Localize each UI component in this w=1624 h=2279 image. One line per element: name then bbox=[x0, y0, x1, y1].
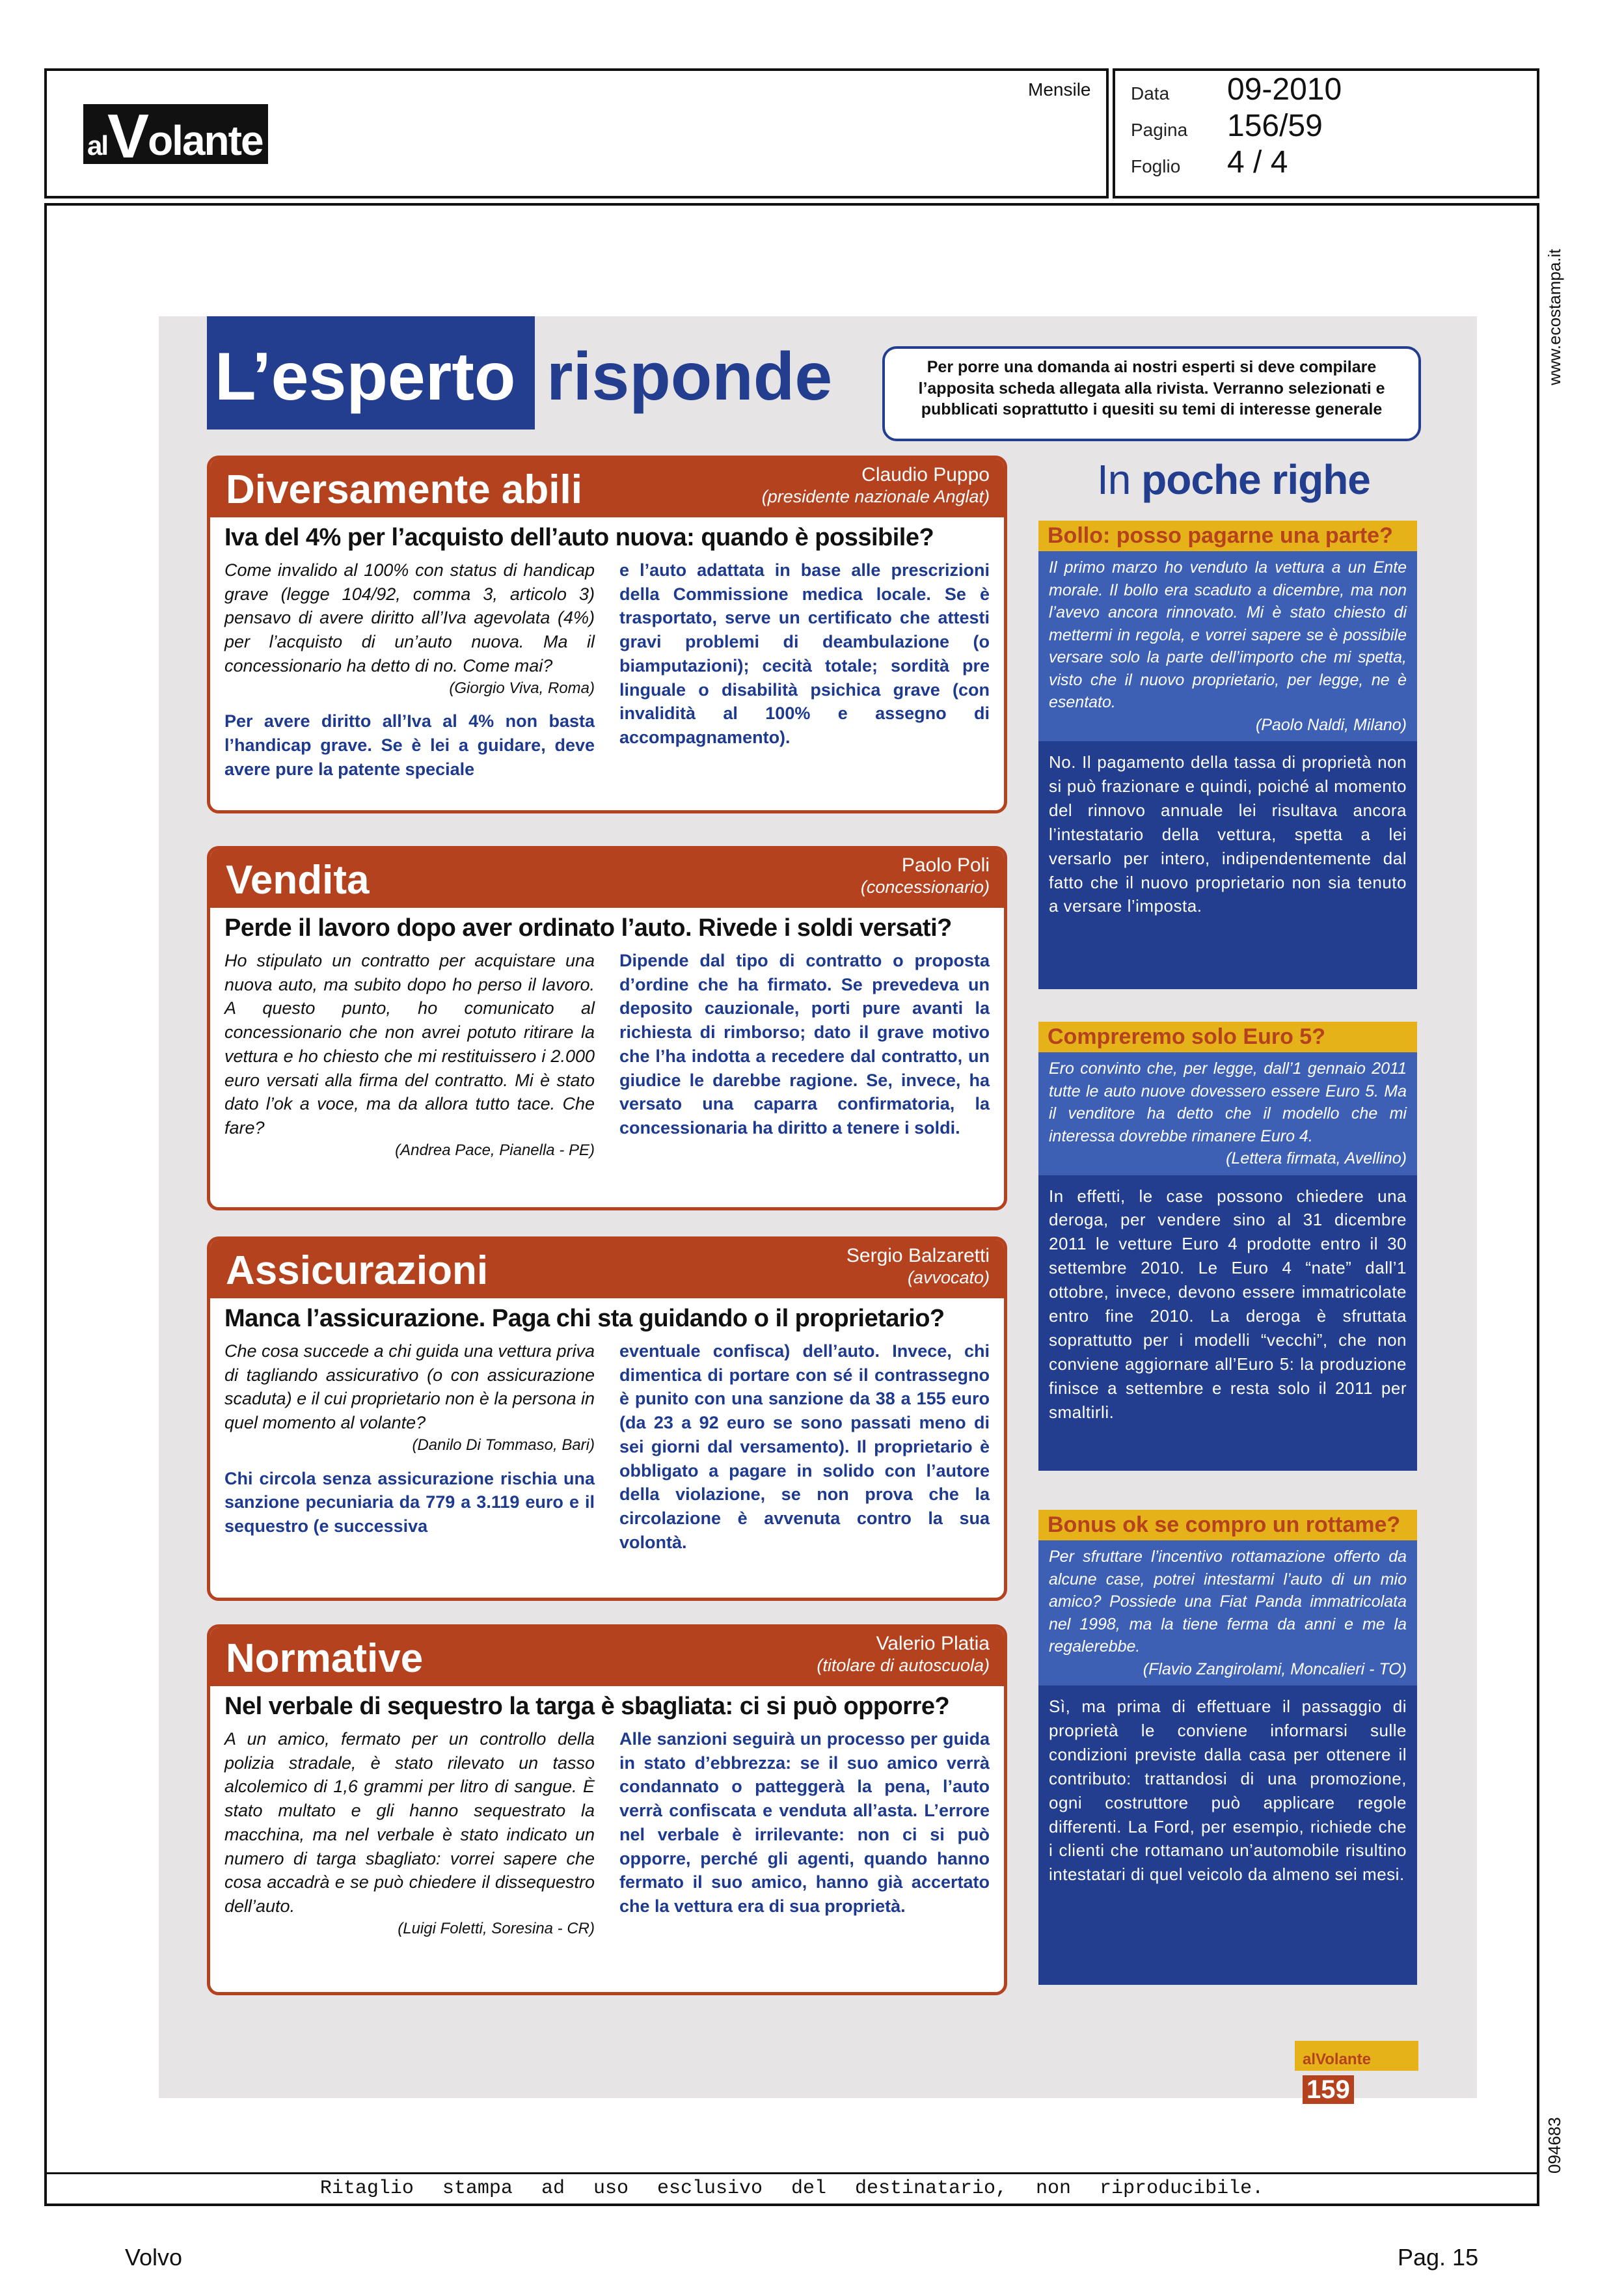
reader-letter: Che cosa succede a chi guida una vettura priva di tagliando assicurativo (o con assicurazione scaduta) e il cui proprietario non è la persona in quel momento al volante? bbox=[224, 1341, 595, 1433]
reader-letter: Ho stipulato un contratto per acquistare una nuova auto, ma subito dopo ho perso il lavoro. A questo punto, ho comunicato al concessionario che non avrei potuto ritirare la vettura e ho chiesto che mi restituissero i 2.000 euro versati alla firma del contratto. Mi è stato dato l’ok a voce, ma da allora tutto tace. Che fare? bbox=[224, 951, 595, 1138]
meta-value-sheet: 4 / 4 bbox=[1227, 145, 1288, 180]
sidebar-box-rottame bbox=[1038, 1510, 1417, 1985]
meta-label-sheet: Foglio bbox=[1131, 156, 1181, 176]
section-header bbox=[210, 1240, 1004, 1298]
page-number-badge: alVolante 159 bbox=[1295, 2041, 1418, 2071]
sidebar-box-euro5 bbox=[1038, 1022, 1417, 1471]
box-answer: Sì, ma prima di effettuare il passaggio di proprietà le conviene informarsi sulle condizioni previste dalla casa per ottenere il contributo: trattandosi di una promozione, ogni costruttore può applicare regole differenti. La Ford, per esempio, richiede che i clienti che rottamano un’automobile risultino intestatari di quel veicolo da almeno sei mesi. bbox=[1049, 1697, 1407, 1885]
expert-answer: Alle sanzioni seguirà un processo per guida in stato d’ebbrezza: se il suo amico verrà condannato o patteggerà la pena, l’auto verrà confiscata e venduta all’asta. L’errore nel verbale è irrilevante: non ci si può opporre, perché gli agenti, quando hanno fermato il suo amico, hanno già accertato che la vettura era di sua proprietà. bbox=[619, 1729, 990, 1917]
box-signature: (Flavio Zangirolami, Moncalieri - TO) bbox=[1143, 1659, 1407, 1678]
disclaimer: Ritaglio stampa ad uso esclusivo del destinatario, non riproducibile. bbox=[319, 2177, 1264, 2200]
box-signature: (Lettera firmata, Avellino) bbox=[1226, 1149, 1407, 1167]
box-letter: Il primo marzo ho venduto la vettura a un Ente morale. Il bollo era scaduto a dicembre, ma non l’avevo ancora rinnovato. Mi è stato chiesto di mettermi in regola, e vorrei sapere se è possibile versare solo la parte dell’importo che mi spetta, visto che il nuovo proprietario, per legge, ne è esentato. (Paolo Naldi, Milano) bbox=[1038, 551, 1417, 741]
article-title-a: L’esperto bbox=[215, 339, 516, 415]
sidebar-box-bollo bbox=[1038, 521, 1417, 989]
section-question: Iva del 4% per l’acquisto dell’auto nuova: quando è possibile? bbox=[224, 524, 934, 551]
section-question: Perde il lavoro dopo aver ordinato l’auto. Rivede i soldi versati? bbox=[224, 914, 952, 942]
box-letter: Per sfruttare l’incentivo rottamazione offerto da alcune case, potrei intestarmi l’auto di un mio amico? Possiede una Fiat Panda immatricolata nel 1998, ma la tiene ferma da anni e me la regalerebbe. (Flavio Zangirolami, Moncalieri - TO) bbox=[1038, 1540, 1417, 1685]
section-title: Vendita bbox=[226, 858, 370, 903]
reader-signature: (Luigi Foletti, Soresina - CR) bbox=[398, 1919, 595, 1937]
sidebar-title: In poche righe bbox=[1097, 456, 1370, 503]
section-header bbox=[210, 459, 1004, 517]
box-letter: Ero convinto che, per legge, dall’1 gennaio 2011 tutte le auto nuove dovessero essere Euro 5. Ma il venditore ha detto che il modello che mi interessa dovrebbe rimanere Euro 4. (Lettera firmata, Avellino) bbox=[1038, 1052, 1417, 1175]
box-heading: Bollo: posso pagarne una parte? bbox=[1038, 521, 1417, 551]
column-left bbox=[224, 949, 595, 1161]
section-header bbox=[210, 1628, 1004, 1686]
expert-answer-part-2: eventuale confisca) dell’auto. Invece, chi dimentica di portare con sé il contrassegno è punito con una sanzione da 38 a 155 euro (da 23 a 92 euro se sono passati meno di sei giorni dal versamento). Il proprietario è obbligato a pagare in solido con l’autore della violazione, se non prova che la circolazione è avvenuta contro la sua volontà. bbox=[619, 1341, 990, 1552]
box-heading: Compreremo solo Euro 5? bbox=[1038, 1022, 1417, 1052]
section-title: Normative bbox=[226, 1636, 424, 1681]
box-heading: Bonus ok se compro un rottame? bbox=[1038, 1510, 1417, 1540]
footer-page: Pag. 15 bbox=[1398, 2244, 1479, 2271]
side-code: 094683 bbox=[1545, 2117, 1564, 2174]
section-author: Claudio Puppo (presidente nazionale Anglat) bbox=[761, 464, 990, 506]
section-question: Nel verbale di sequestro la targa è sbagliata: ci si può opporre? bbox=[224, 1693, 950, 1720]
intro-box: Per porre una domanda ai nostri esperti si deve compilare l’apposita scheda allegata alla rivista. Verranno selezionati e pubblicati soprattutto i quesiti su temi di interesse generale bbox=[882, 346, 1421, 441]
frequency-label: Mensile bbox=[1028, 79, 1091, 100]
section-author: Valerio Platia (titolare di autoscuola) bbox=[817, 1633, 990, 1675]
meta-label-date: Data bbox=[1131, 83, 1170, 103]
expert-answer-part-2: e l’auto adattata in base alle prescrizioni della Commissione medica locale. Se è trasportato, serve un certificato che attesti gravi problemi di deambulazione (o biamputazioni); cecità totale; sordità pre linguale o disabilità psichica grave (con invalidità al 100% e assegno di accompagnamento). bbox=[619, 560, 990, 748]
section-header bbox=[210, 849, 1004, 908]
meta-label-page: Pagina bbox=[1131, 120, 1188, 140]
reader-letter: Come invalido al 100% con status di handicap grave (legge 104/92, comma 3, articolo 3) pensavo di avere diritto all’Iva agevolata (4%) per l’acquisto di un’auto nuova. Ma il concessionario ha detto di no. Come mai? bbox=[224, 560, 595, 676]
column-left bbox=[224, 558, 595, 781]
disclaimer-divider bbox=[47, 2172, 1537, 2174]
section-title: Assicurazioni bbox=[226, 1248, 489, 1293]
reader-signature: (Andrea Pace, Pianella - PE) bbox=[395, 1141, 595, 1159]
box-answer: In effetti, le case possono chiedere una deroga, per vendere sino al 31 dicembre 2011 le vetture Euro 4 prodotte entro il 30 settembre 2010. Le Euro 4 “nate” dall’1 ottobre, invece, devono essere immatricolate entro fine 2010. La deroga è sfruttata soprattutto per i modelli “vecchi”, che non conviene aggiornare all’Euro 5: la produzione finisce a settembre e resta solo il 2011 per smaltirli. bbox=[1049, 1186, 1407, 1422]
box-answer: No. Il pagamento della tassa di proprietà non si può frazionare e quindi, poiché al momento del rinnovo annuale lei risultava ancora l’intestatario della vettura, spetta a lei versarlo per intero, indipendentemente dal fatto che il nuovo proprietario non sia tenuto a versare l’imposta. bbox=[1049, 752, 1407, 916]
section-assicurazioni bbox=[207, 1236, 1007, 1601]
expert-answer: Dipende dal tipo di contratto o proposta d’ordine che ha firmato. Se prevedeva un deposito cauzionale, porti pure avanti la richiesta di rimborso; dato il grave motivo che l’ha indotta a recedere dal contratto, un giudice le darebbe ragione. Se, invece, ha versato una caparra confirmatoria, la concessionaria ha diritto a tenere i soldi. bbox=[619, 951, 990, 1138]
reader-signature: (Giorgio Viva, Roma) bbox=[449, 679, 595, 697]
section-title: Diversamente abili bbox=[226, 467, 582, 512]
publication-logo: alVolante bbox=[83, 104, 268, 164]
expert-answer-part-1: Chi circola senza assicurazione rischia una sanzione pecuniaria da 779 a 3.119 euro e il sequestro (e successiva bbox=[224, 1468, 595, 1536]
reader-letter: A un amico, fermato per un controllo della polizia stradale, è stato rilevato un tasso alcolemico di 1,6 grammi per litro di sangue. È stato multato e gli hanno sequestrato la macchina, ma nel verbale è stato indicato un numero di targa sbagliato: vorrei sapere che cosa accadrà e se può chiedere il dissequestro dell’auto. bbox=[224, 1729, 595, 1917]
side-url: www.ecostampa.it bbox=[1545, 249, 1564, 385]
footer-client: Volvo bbox=[125, 2244, 183, 2271]
section-vendita bbox=[207, 846, 1007, 1210]
box-signature: (Paolo Naldi, Milano) bbox=[1255, 715, 1407, 734]
section-question: Manca l’assicurazione. Paga chi sta guidando o il proprietario? bbox=[224, 1305, 945, 1332]
section-author: Paolo Poli (concessionario) bbox=[860, 854, 990, 897]
meta-value-date: 09-2010 bbox=[1227, 72, 1342, 107]
article-title-b: risponde bbox=[547, 339, 833, 415]
section-normative bbox=[207, 1624, 1007, 1995]
section-author: Sergio Balzaretti (avvocato) bbox=[846, 1245, 990, 1287]
expert-answer-part-1: Per avere diritto all’Iva al 4% non basta l’handicap grave. Se è lei a guidare, deve avere pure la patente speciale bbox=[224, 711, 595, 779]
column-left bbox=[224, 1727, 595, 1939]
column-left bbox=[224, 1339, 595, 1554]
reader-signature: (Danilo Di Tommaso, Bari) bbox=[412, 1436, 595, 1454]
section-diversamente-abili bbox=[207, 456, 1007, 813]
meta-value-page: 156/59 bbox=[1227, 109, 1323, 143]
